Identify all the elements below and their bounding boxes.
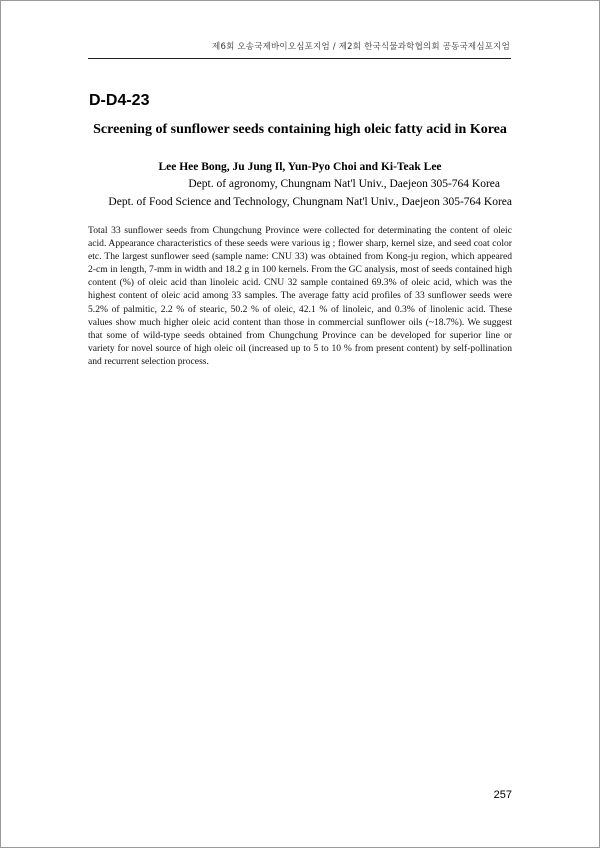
affiliation-2: Dept. of Food Science and Technology, Chungnam Nat'l Univ., Daejeon 305-764 Korea xyxy=(108,196,512,208)
abstract-text: Total 33 sunflower seeds from Chungchung Province were collected for determinating the content of oleic acid. Appearance characteristics of these seeds were various ig ; flower sharp, kernel size, and seed coat color etc. The largest sunflower seed (sample name: CNU 33) was obtained from Kong-ju region, which appeared 2-cm in length, 7-mm in width and 18.2 g in 100 kernels. From the GC analysis, most of seeds contained high content (%) of oleic acid than linoleic acid. CNU 32 sample contained 69.3% of oleic acid, which was the highest content of oleic acid among 33 samples. The average fatty acid profiles of 33 sunflower seeds were 5.2% of palmitic, 2.2 % of stearic, 50.2 % of oleic, 42.1 % of linoleic, and 0.3% of linolenic acid. These values show much higher oleic acid content than those in commercial sunflower oils (~18.7%). We suggest that some of wild-type seeds obtained from Chungchung Province can be developed for superior line or variety for novel source of high oleic oil (increased up to 5 to 10 % from present content) by self-pollination and recurrent selection process. xyxy=(88,225,512,367)
affiliation-1: Dept. of agronomy, Chungnam Nat'l Univ., Daejeon 305-764 Korea xyxy=(188,178,500,190)
author-list: Lee Hee Bong, Ju Jung Il, Yun-Pyo Choi and Ki-Teak Lee xyxy=(158,161,442,173)
header-rule xyxy=(88,58,511,59)
paper-title: Screening of sunflower seeds containing high oleic fatty acid in Korea xyxy=(93,122,507,137)
paper-code: D-D4-23 xyxy=(89,92,150,109)
running-header: 제6회 오송국제바이오심포지엄 / 제2회 한국식물과학협의회 공동국제심포지엄 xyxy=(212,42,510,52)
page-number: 257 xyxy=(493,789,512,801)
